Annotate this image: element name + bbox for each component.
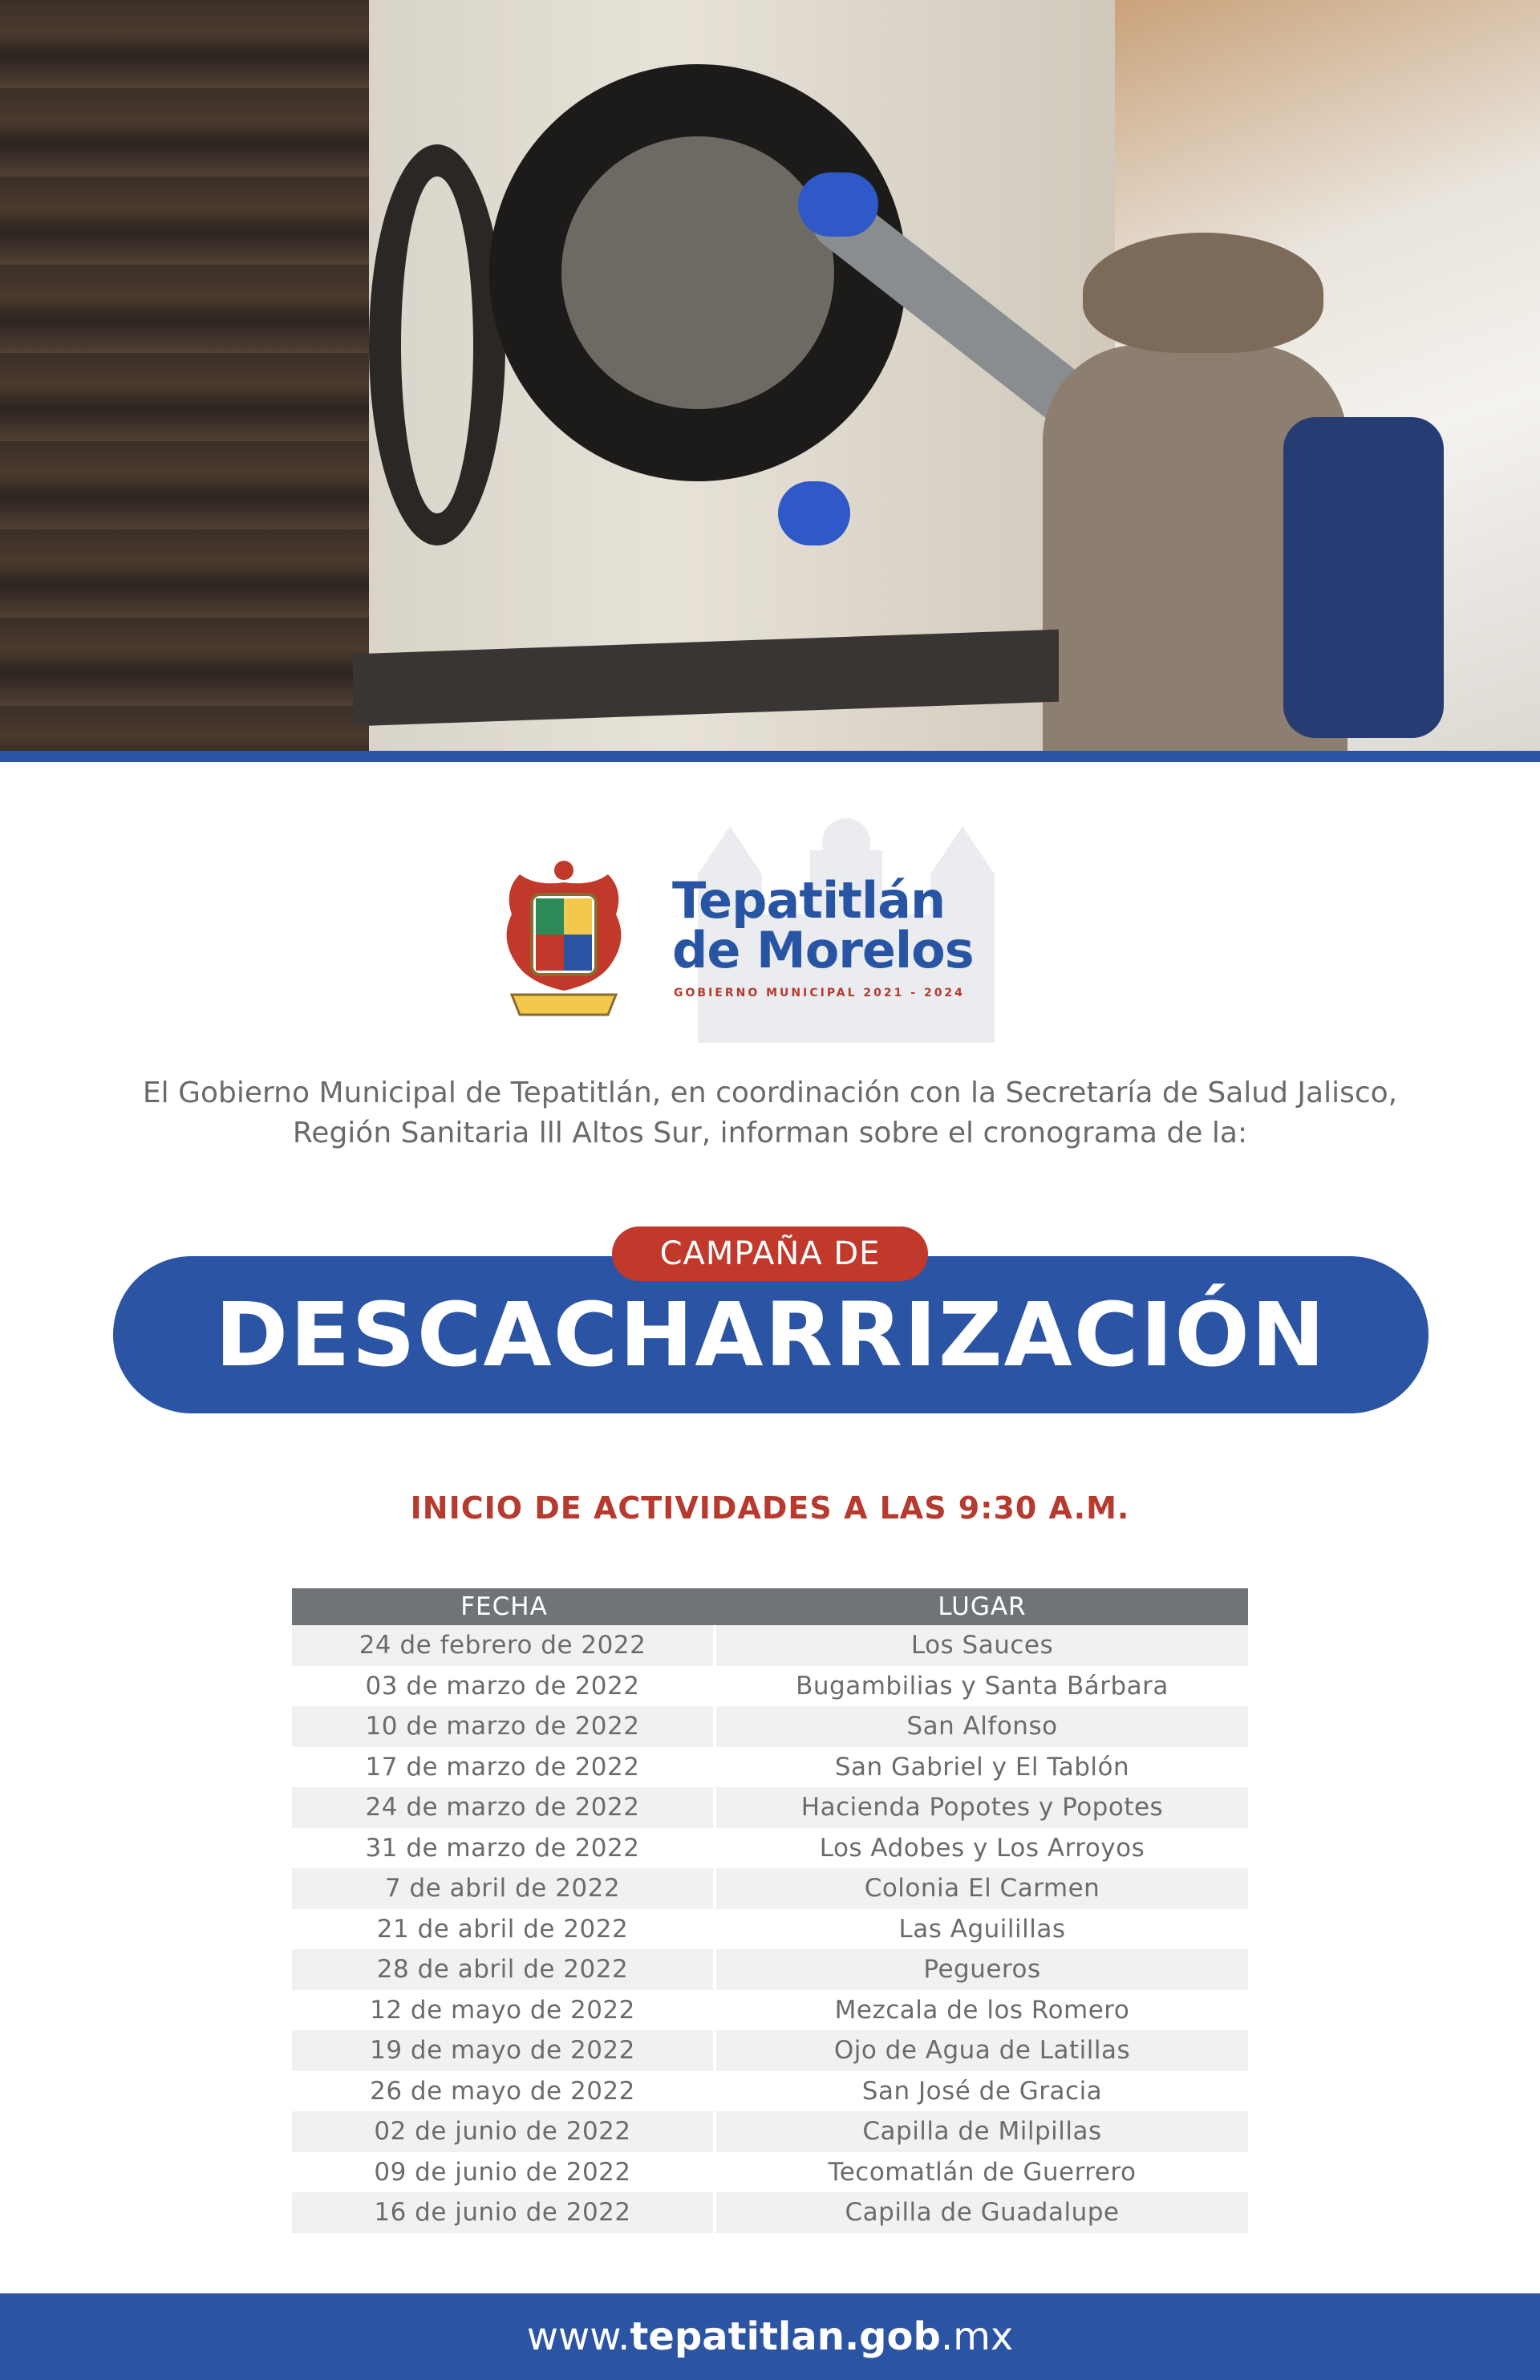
coat-of-arms-icon <box>496 858 632 1019</box>
municipal-logo <box>481 802 1059 1043</box>
footer-website-link[interactable] <box>0 2293 1540 2380</box>
cell-fecha: 19 de mayo de 2022 <box>292 2030 716 2071</box>
logo-title-line2: de Morelos <box>672 921 974 979</box>
table-row <box>292 1949 1248 1990</box>
cell-lugar: Capilla de Guadalupe <box>716 2192 1248 2233</box>
worker-hat <box>1083 233 1323 353</box>
intro-paragraph <box>32 1073 1508 1154</box>
table-row <box>292 1868 1248 1909</box>
cell-fecha: 28 de abril de 2022 <box>292 1949 716 1990</box>
backpack <box>1283 417 1444 738</box>
footer-url-prefix: www. <box>526 2314 630 2359</box>
table-row <box>292 1909 1248 1950</box>
table-row <box>292 1990 1248 2031</box>
start-time-note: INICIO DE ACTIVIDADES A LAS 9:30 A.M. <box>410 1490 1130 1526</box>
table-row <box>292 2030 1248 2071</box>
cell-lugar: San Gabriel y El Tablón <box>716 1747 1248 1788</box>
photo-divider <box>0 751 1540 762</box>
cell-lugar: Los Sauces <box>716 1625 1248 1666</box>
cell-fecha: 24 de febrero de 2022 <box>292 1625 716 1666</box>
table-row <box>292 1666 1248 1707</box>
header-lugar: LUGAR <box>938 1592 1027 1621</box>
tire-large <box>489 64 906 481</box>
table-row <box>292 2071 1248 2112</box>
campaign-title: DESCACHARRIZACIÓN <box>215 1283 1327 1386</box>
truck-side-panel <box>0 0 377 751</box>
logo-subtitle: GOBIERNO MUNICIPAL 2021 - 2024 <box>674 987 965 999</box>
cell-fecha: 09 de junio de 2022 <box>292 2152 716 2193</box>
header-photo <box>0 0 1540 751</box>
cell-lugar: Mezcala de los Romero <box>716 1990 1248 2031</box>
cell-fecha: 7 de abril de 2022 <box>292 1868 716 1909</box>
cell-lugar: Hacienda Popotes y Popotes <box>716 1787 1248 1828</box>
cell-fecha: 31 de marzo de 2022 <box>292 1828 716 1869</box>
table-row <box>292 2152 1248 2193</box>
cell-fecha: 24 de marzo de 2022 <box>292 1787 716 1828</box>
cell-lugar: Pegueros <box>716 1949 1248 1990</box>
cell-lugar: Colonia El Carmen <box>716 1868 1248 1909</box>
cell-lugar: Ojo de Agua de Latillas <box>716 2030 1248 2071</box>
logo-title-line1: Tepatitlán <box>672 871 946 930</box>
table-body <box>292 1625 1248 2233</box>
cell-lugar: Capilla de Milpillas <box>716 2111 1248 2152</box>
cell-fecha: 10 de marzo de 2022 <box>292 1706 716 1747</box>
blue-glove <box>798 172 878 237</box>
cell-fecha: 26 de mayo de 2022 <box>292 2071 716 2112</box>
blue-glove-lower <box>778 481 850 545</box>
campaign-tag: CAMPAÑA DE <box>612 1226 928 1281</box>
cell-fecha: 21 de abril de 2022 <box>292 1909 716 1950</box>
table-row <box>292 2111 1248 2152</box>
cell-lugar: San Alfonso <box>716 1706 1248 1747</box>
cell-fecha: 02 de junio de 2022 <box>292 2111 716 2152</box>
intro-line-1: El Gobierno Municipal de Tepatitlán, en coordinación con la Secretaría de Salud Jalisco, <box>142 1076 1398 1109</box>
table-row <box>292 1747 1248 1788</box>
tire-small <box>369 144 505 545</box>
table-row <box>292 1828 1248 1869</box>
cell-lugar: Los Adobes y Los Arroyos <box>716 1828 1248 1869</box>
cell-lugar: San José de Gracia <box>716 2071 1248 2112</box>
cell-fecha: 12 de mayo de 2022 <box>292 1990 716 2031</box>
table-row <box>292 1787 1248 1828</box>
table-row <box>292 2192 1248 2233</box>
cell-fecha: 16 de junio de 2022 <box>292 2192 716 2233</box>
cell-fecha: 03 de marzo de 2022 <box>292 1666 716 1707</box>
cell-lugar: Tecomatlán de Guerrero <box>716 2152 1248 2193</box>
logo-title <box>672 871 974 979</box>
cell-fecha: 17 de marzo de 2022 <box>292 1747 716 1788</box>
header-fecha: FECHA <box>460 1592 548 1621</box>
table-row <box>292 1706 1248 1747</box>
footer-url-domain: tepatitlan.gob <box>630 2314 941 2359</box>
footer-url-suffix: .mx <box>940 2314 1014 2359</box>
intro-line-2: Región Sanitaria lll Altos Sur, informan sobre el cronograma de la: <box>292 1117 1248 1149</box>
table-header <box>292 1588 1248 1625</box>
cell-lugar: Las Aguilillas <box>716 1909 1248 1950</box>
schedule-table <box>292 1588 1248 2233</box>
table-row <box>292 1625 1248 1666</box>
cell-lugar: Bugambilias y Santa Bárbara <box>716 1666 1248 1707</box>
